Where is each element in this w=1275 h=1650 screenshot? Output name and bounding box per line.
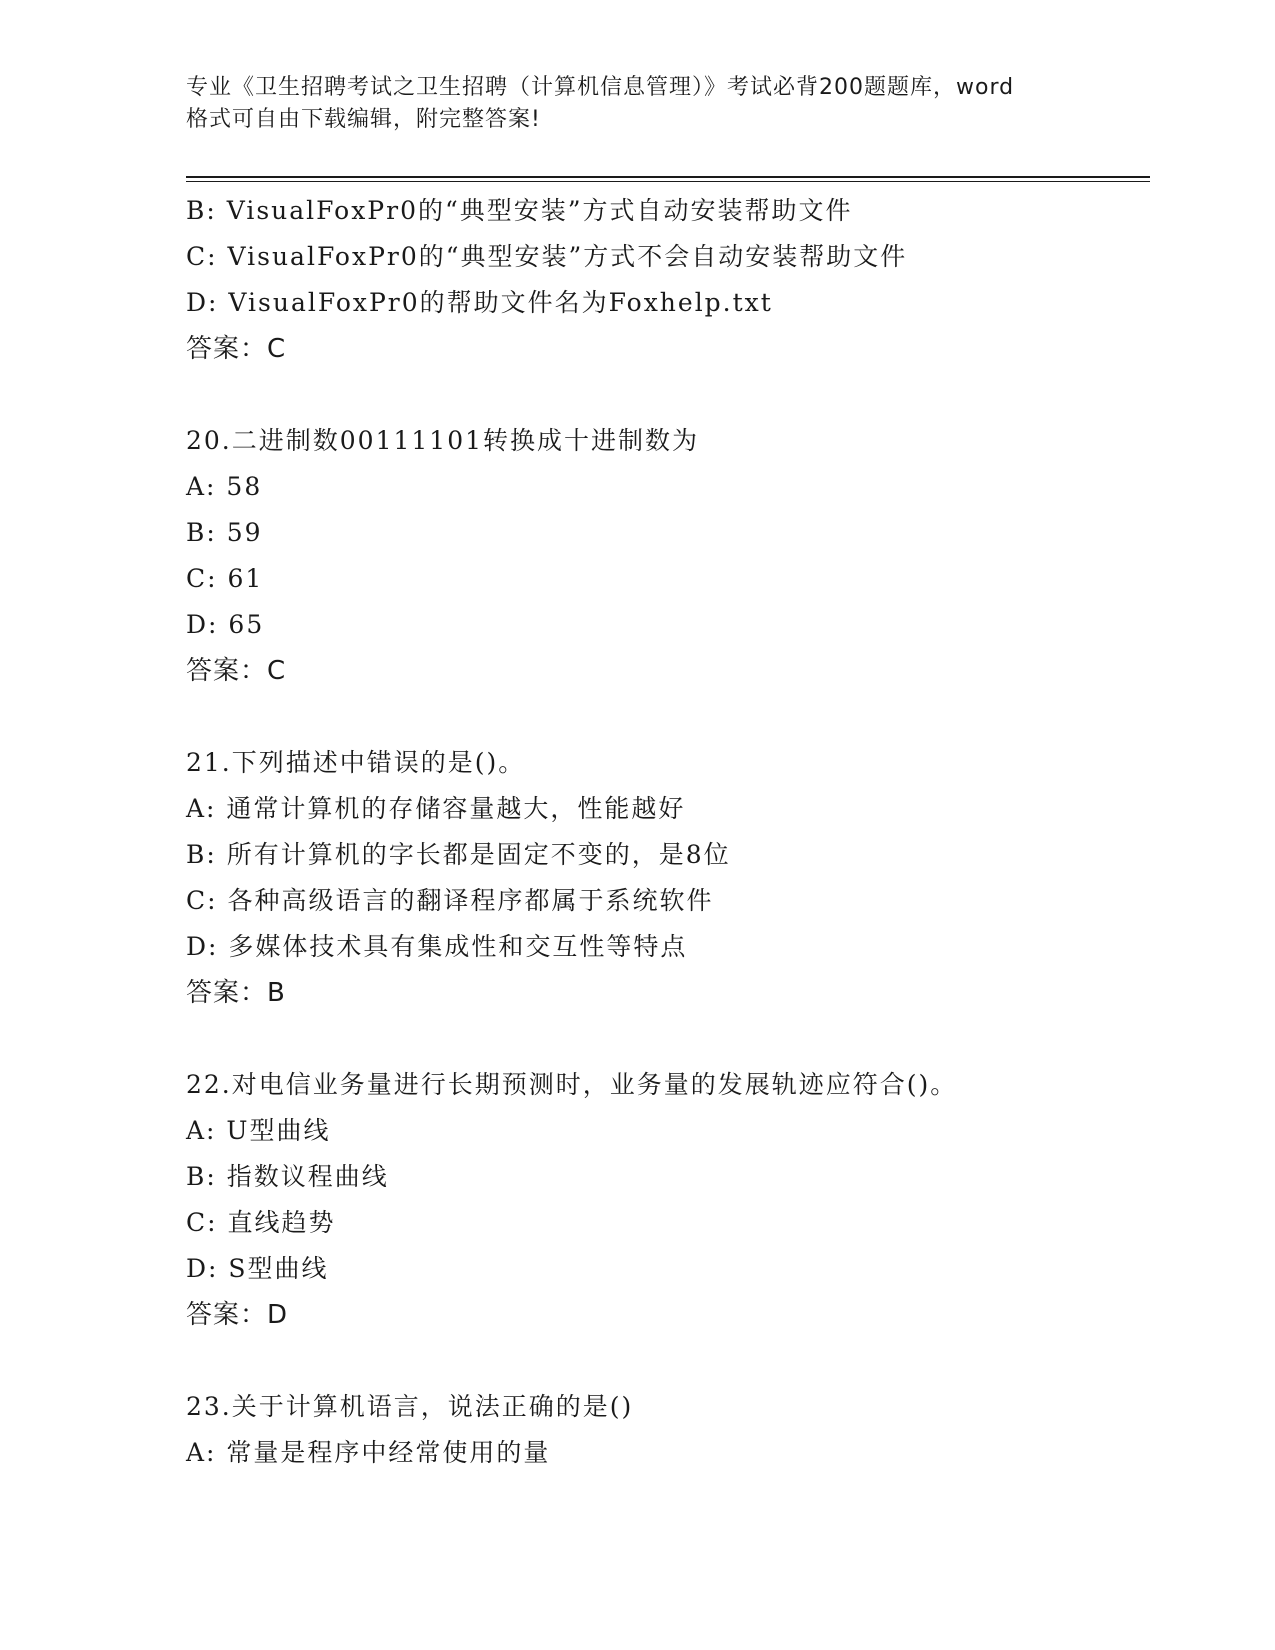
header-line-2: 格式可自由下载编辑，附完整答案! bbox=[186, 107, 541, 132]
question-title: 23.关于计算机语言，说法正确的是() bbox=[186, 1392, 634, 1421]
option-a: A: 常量是程序中经常使用的量 bbox=[186, 1438, 551, 1467]
answer: 答案：C bbox=[186, 656, 287, 686]
option-a: A: U型曲线 bbox=[186, 1116, 331, 1145]
question-title: 22.对电信业务量进行长期预测时，业务量的发展轨迹应符合()。 bbox=[186, 1070, 958, 1099]
question-block-21 bbox=[186, 740, 1150, 1016]
option-d: D: S型曲线 bbox=[186, 1254, 329, 1283]
answer: 答案：C bbox=[186, 334, 287, 364]
option-b: B: VisualFoxPr0的“典型安装”方式自动安装帮助文件 bbox=[186, 196, 853, 225]
header-divider-thick bbox=[186, 176, 1150, 178]
option-c: C: VisualFoxPr0的“典型安装”方式不会自动安装帮助文件 bbox=[186, 242, 908, 271]
question-block-22 bbox=[186, 1062, 1150, 1338]
question-title: 20.二进制数00111101转换成十进制数为 bbox=[186, 426, 700, 455]
spacer bbox=[186, 372, 1150, 418]
question-title: 21.下列描述中错误的是()。 bbox=[186, 748, 526, 777]
option-c: C: 各种高级语言的翻译程序都属于系统软件 bbox=[186, 886, 714, 915]
document-header bbox=[186, 72, 1086, 136]
spacer bbox=[186, 1016, 1150, 1062]
spacer bbox=[186, 694, 1150, 740]
spacer bbox=[186, 1338, 1150, 1384]
option-d: D: VisualFoxPr0的帮助文件名为Foxhelp.txt bbox=[186, 288, 773, 317]
option-c: C: 直线趋势 bbox=[186, 1208, 336, 1237]
option-d: D: 多媒体技术具有集成性和交互性等特点 bbox=[186, 932, 688, 961]
option-b: B: 59 bbox=[186, 518, 263, 547]
option-c: C: 61 bbox=[186, 564, 264, 593]
question-block-20 bbox=[186, 418, 1150, 694]
option-d: D: 65 bbox=[186, 610, 265, 639]
option-a: A: 58 bbox=[186, 472, 263, 501]
document-body bbox=[186, 188, 1150, 1476]
option-a: A: 通常计算机的存储容量越大，性能越好 bbox=[186, 794, 686, 823]
header-divider-thin bbox=[186, 181, 1150, 182]
header-line-1: 专业《卫生招聘考试之卫生招聘（计算机信息管理）》考试必背200题题库，word bbox=[186, 75, 1015, 100]
answer: 答案：B bbox=[186, 978, 286, 1008]
question-block-23 bbox=[186, 1384, 1150, 1476]
answer: 答案：D bbox=[186, 1300, 289, 1330]
option-b: B: 指数议程曲线 bbox=[186, 1162, 389, 1191]
question-block-19 bbox=[186, 188, 1150, 372]
option-b: B: 所有计算机的字长都是固定不变的，是8位 bbox=[186, 840, 731, 869]
